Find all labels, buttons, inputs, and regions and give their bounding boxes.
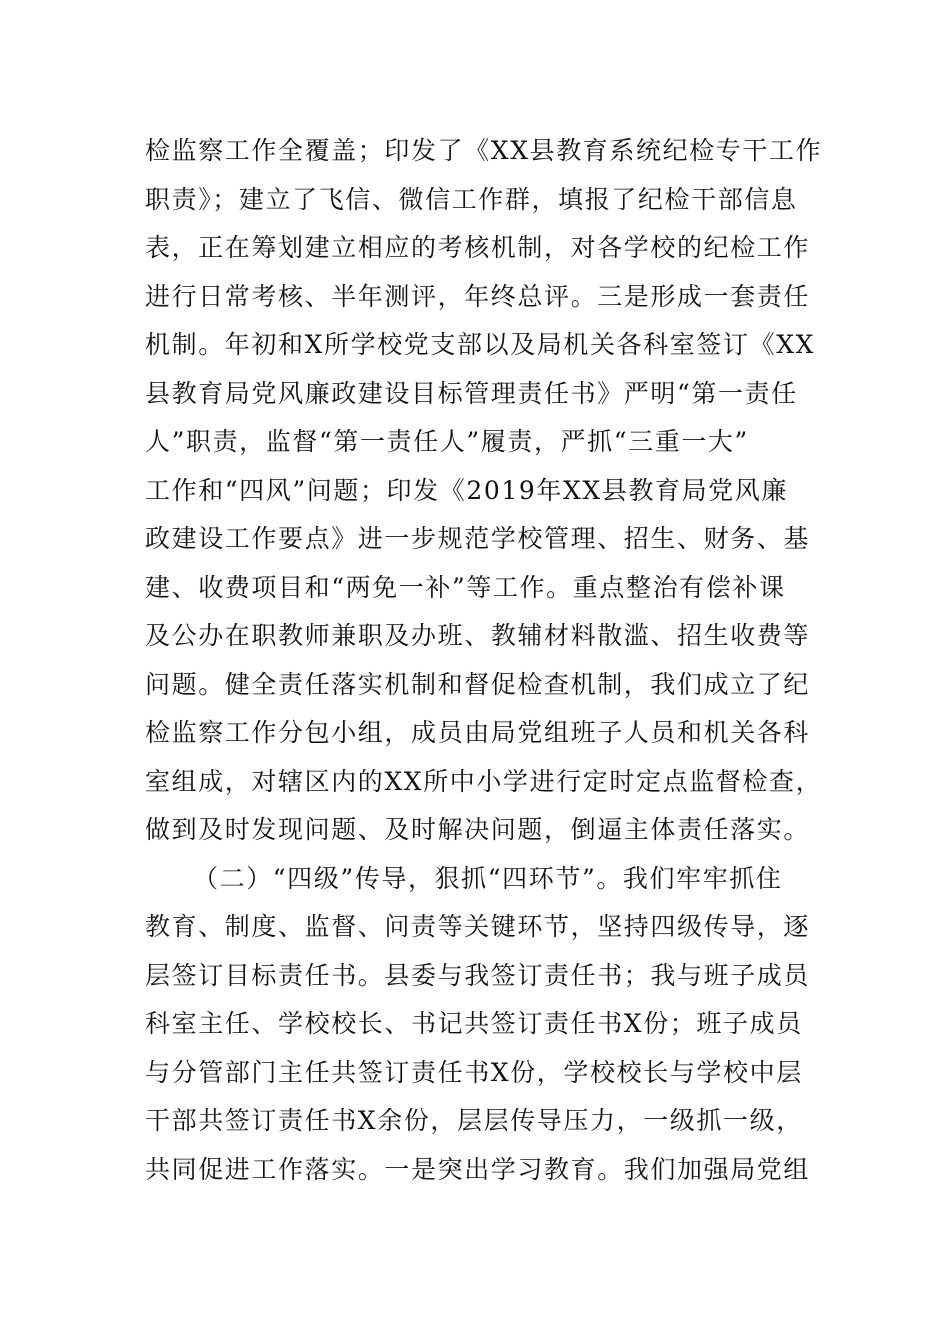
text-line: 表，正在筹划建立相应的考核机制，对各学校的纪检工作 bbox=[145, 233, 811, 262]
text-line: 县教育局党风廉政建设目标管理责任书》严明“第一责任 bbox=[145, 378, 798, 408]
text-line: 及公办在职教师兼职及办班、教辅材料散滥、招生收费等 bbox=[145, 621, 811, 650]
text-line: 政建设工作要点》进一步规范学校管理、招生、财务、基 bbox=[145, 524, 811, 553]
text-line: 问题。健全责任落实机制和督促检查机制，我们成立了纪 bbox=[145, 669, 811, 699]
text-line: 职责》；建立了飞信、微信工作群，填报了纪检干部信息 bbox=[145, 184, 798, 214]
text-line: 进行日常考核、半年测评，年终总评。三是形成一套责任 bbox=[145, 281, 811, 311]
text-line: 层签订目标责任书。县委与我签订责任书；我与班子成员 bbox=[145, 960, 811, 990]
body-text bbox=[145, 127, 825, 1194]
text-line: 室组成，对辖区内的XX所中小学进行定时定点监督检查， bbox=[145, 766, 823, 796]
text-line: 教育、制度、监督、问责等关键环节，坚持四级传导，逐 bbox=[145, 912, 811, 941]
text-line: 做到及时发现问题、及时解决问题，倒逼主体责任落实。 bbox=[145, 815, 811, 844]
text-line: 人”职责，监督“第一责任人”履责，严抓“三重一大” bbox=[145, 427, 749, 456]
text-line: 科室主任、学校校长、书记共签订责任书X份；班子成员 bbox=[145, 1009, 803, 1038]
text-line: 工作和“四风”问题；印发《2019年XX县教育局党风廉 bbox=[145, 475, 788, 505]
text-line: 共同促进工作落实。一是突出学习教育。我们加强局党组 bbox=[145, 1154, 811, 1184]
text-line: 与分管部门主任共签订责任书X份，学校校长与学校中层 bbox=[145, 1057, 803, 1087]
section-heading-line: （二）“四级”传导，狠抓“四环节”。我们牢牢抓住 bbox=[193, 863, 783, 893]
text-line: 检监察工作全覆盖；印发了《XX县教育系统纪检专干工作 bbox=[145, 136, 823, 165]
text-line: 建、收费项目和“两免一补”等工作。重点整治有偿补课 bbox=[145, 572, 786, 602]
text-line: 检监察工作分包小组，成员由局党组班子人员和机关各科 bbox=[145, 718, 811, 747]
text-line: 机制。年初和X所学校党支部以及局机关各科室签订《XX bbox=[145, 330, 815, 359]
text-line: 干部共签订责任书X余份，层层传导压力，一级抓一级， bbox=[145, 1106, 803, 1135]
